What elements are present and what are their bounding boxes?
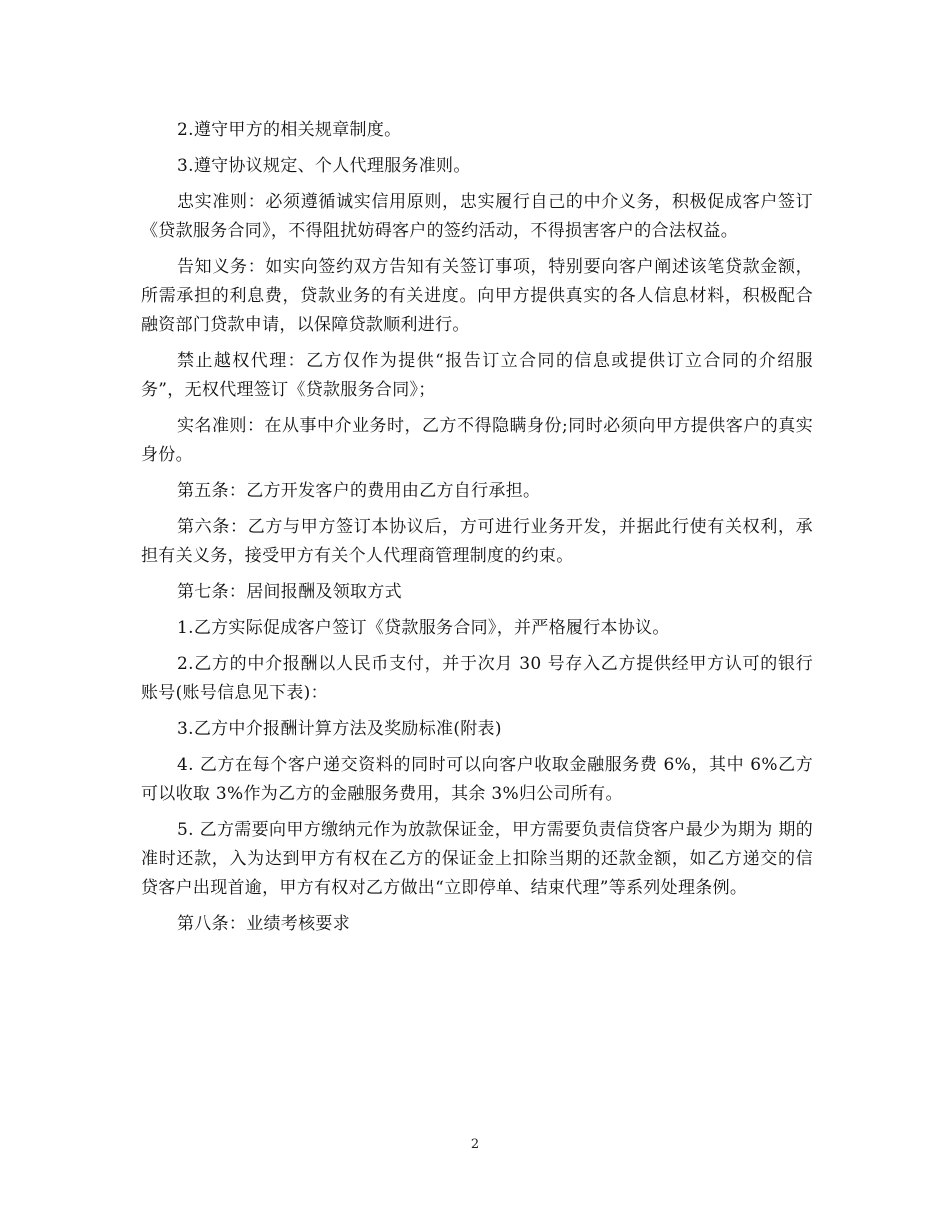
page-number: 2 [470,1137,480,1152]
paragraph: 第六条：乙方与甲方签订本协议后，方可进行业务开发，并据此行使有关权利，承担有关义务，接受甲方有关个人代理商管理制度的约束。 [141,517,813,566]
paragraph: 2.遵守甲方的相关规章制度。 [177,120,402,140]
section-heading: 第七条：居间报酬及领取方式 [177,582,402,602]
document-body [141,116,813,946]
paragraph: 4. 乙方在每个客户递交资料的同时可以向客户收取金融服务费 6%，其中 6%乙方可以收取 3%作为乙方的金融服务费用，其余 3%归公司所有。 [141,755,813,804]
section-heading: 第八条：业绩考核要求 [177,914,350,934]
paragraph: 第五条：乙方开发客户的费用由乙方自行承担。 [177,481,541,501]
paragraph: 告知义务：如实向签约双方告知有关签订事项，特别要向客户阐述该笔贷款金额，所需承担的利息费，贷款业务的有关进度。向甲方提供真实的各人信息材料，积极配合融资部门贷款申请，以保障贷款顺利进行。 [141,257,813,335]
paragraph: 3.遵守协议规定、个人代理服务准则。 [177,156,471,176]
paragraph: 5. 乙方需要向甲方缴纳元作为放款保证金，甲方需要负责信贷客户最少为期为 期的准时还款，入为达到甲方有权在乙方的保证金上扣除当期的还款金额，如乙方递交的信贷客户出现首逾，甲方有权对乙方做出“立即停单、结束代理”等系列处理条例。 [141,820,813,898]
paragraph: 3.乙方中介报酬计算方法及奖励标准(附表) [177,719,502,739]
paragraph: 实名准则：在从事中介业务时，乙方不得隐瞒身份;同时必须向甲方提供客户的真实身份。 [141,416,813,465]
paragraph: 1.乙方实际促成客户签订《贷款服务合同》，并严格履行本协议。 [177,618,670,638]
paragraph: 忠实准则：必须遵循诚实信用原则，忠实履行自己的中介义务，积极促成客户签订《贷款服务合同》，不得阻扰妨碍客户的签约活动，不得损害客户的合法权益。 [141,192,813,241]
paragraph: 2.乙方的中介报酬以人民币支付，并于次月 30 号存入乙方提供经甲方认可的银行账号(账号信息见下表)： [141,654,813,703]
paragraph: 禁止越权代理：乙方仅作为提供“报告订立合同的信息或提供订立合同的介绍服务”，无权代理签订《贷款服务合同》； [141,351,813,400]
